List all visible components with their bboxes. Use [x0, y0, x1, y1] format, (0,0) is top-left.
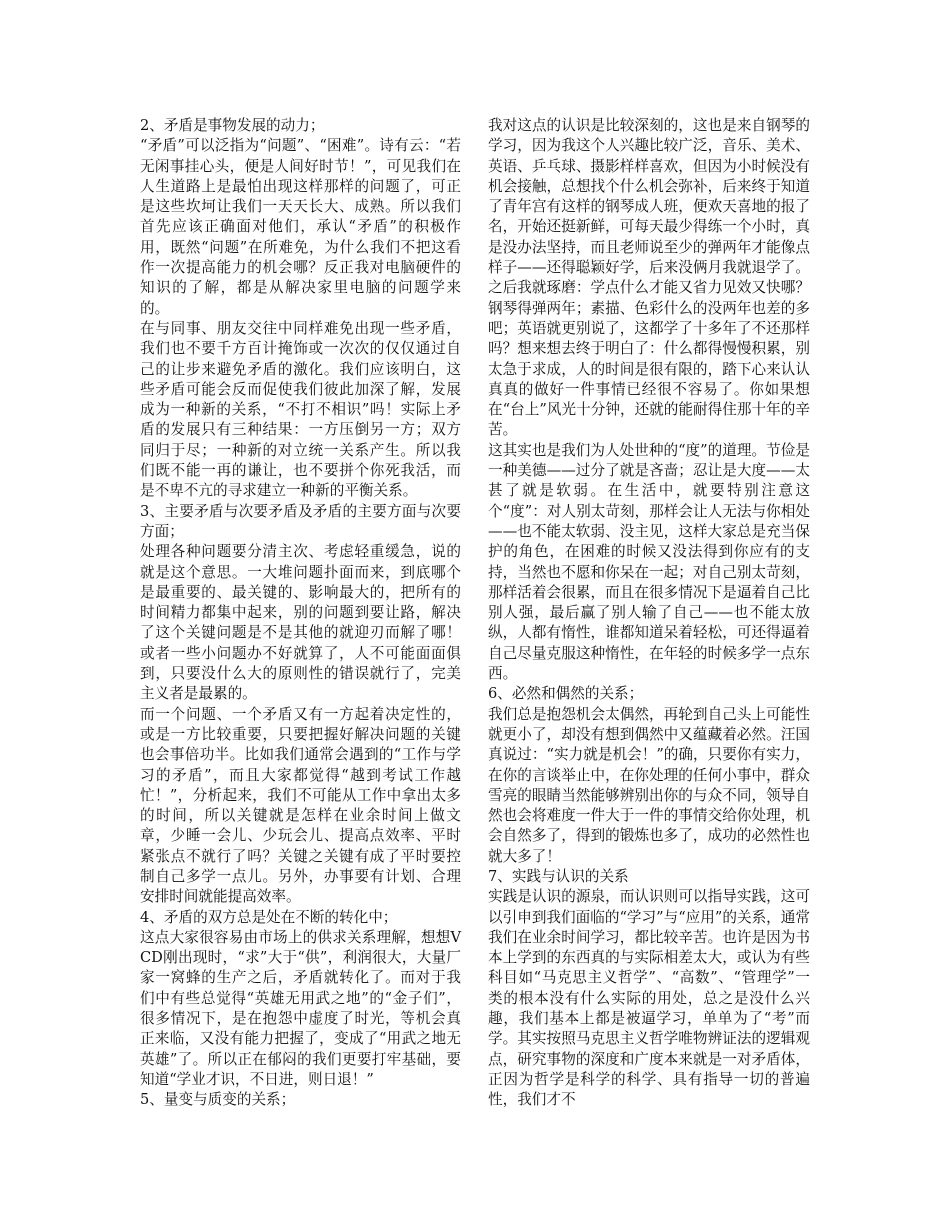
section-heading-4: 4、矛盾的双方总是处在不断的转化中； — [140, 908, 398, 926]
section-heading-2: 2、矛盾是事物发展的动力； — [140, 117, 325, 134]
paragraph: 我对这点的认识是比较深刻的，这也是来自钢琴的学习，因为我这个人兴趣比较广泛，音乐、美术、英语、乒乓球、摄影样样喜欢，但因为小时候没有机会接触，总想找个什么机会弥补，后来终于知道了青年宫有这样的钢琴成人班，便欢天喜地的报了名，开始还挺新鲜，可每天最少得练一个小时，真是没办法坚持，而且老师说至少的弹两年才能像点样子——还得聪颖好学，后来没俩月我就退学了。之后我就琢磨：学点什么才能又省力见效又快哪？钢琴得弹两年；素描、色彩什么的没两年也差的多吧；英语就更别说了，这都学了十多年了不还那样吗？想来想去终于明白了：什么都得慢慢积累，别太急于求成，人的时间是很有限的，踏下心来认认真真的做好一件事情已经很不容易了。你如果想在“台上”风光十分钟，还就的能耐得住那十年的辛苦。 — [488, 117, 810, 439]
paragraph: 这点大家很容易由市场上的供求关系理解，想想VCD刚出现时，“求”大于“供”，利润很大，大量厂家一窝蜂的生产之后，矛盾就转化了。而对于我们中有些总觉得“英雄无用武之地”的“金子们”，很多情况下，是在抱怨中虚度了时光，等机会真正来临，又没有能力把握了，变成了“用武之地无英雄”了。所以正在郁闷的我们更要打牢基础，要知道“学业才识，不日进，则日退！” — [140, 928, 461, 1088]
section-heading-3: 3、主要矛盾与次要矛盾及矛盾的主要方面与次要方面； — [140, 502, 461, 540]
section-heading-7: 7、实践与认识的关系 — [488, 867, 629, 885]
paragraph: 我们总是抱怨机会太偶然，再轮到自己头上可能性就更小了，却没有想到偶然中又蕴藏着必然。汪国真说过：“实力就是机会！”的确，只要你有实力，在你的言谈举止中，在你处理的任何小事中，群众雪亮的眼睛当然能够辨别出你的与众不同，领导自然也会将难度一件大于一件的事情交给你处理，机会自然多了，得到的锻炼也多了，成功的必然性也就大多了！ — [488, 705, 810, 865]
paragraph: 而一个问题、一个矛盾又有一方起着决定性的，或是一方比较重要，只要把握好解决问题的关键也会事倍功半。比如我们通常会遇到的“工作与学习的矛盾”，而且大家都觉得“越到考试工作越忙！”，分析起来，我们不可能从工作中拿出太多的时间，所以关键就是怎样在业余时间上做文章，少睡一会儿、少玩会儿、提高点效率、平时紧张点不就行了吗？关键之关键有成了平时要控制自己多学一点儿。另外，办事要有计划、合理安排时间就能提高效率。 — [140, 705, 461, 906]
paragraph: 这其实也是我们为人处世种的“度”的道理。节俭是一种美德——过分了就是吝啬；忍让是大度——太甚了就是软弱。在生活中，就要特别注意这个“度”：对人别太苛刻，那样会让人无法与你相处——也不能太软弱、没主见，这样大家总是充当保护的角色，在困难的时候又没法得到你应有的支持，当然也不愿和你呆在一起；对自己别太苛刻，那样活着会很累，而且在很多情况下是逼着自己比别人强，最后赢了别人输了自己——也不能太放纵，人都有惰性，谁都知道呆着轻松，可还得逼着自己尽量克服这种惰性，在年轻的时候多学一点东西。 — [488, 441, 810, 683]
paragraph: 在与同事、朋友交往中同样难免出现一些矛盾，我们也不要千方百计掩饰或一次次的仅仅通过自己的让步来避免矛盾的激化。我们应该明白，这些矛盾可能会反而促使我们彼此加深了解，发展成为一种新的关系，“不打不相识”吗！实际上矛盾的发展只有三种结果：一方压倒另一方；双方同归于尽；一种新的对立统一关系产生。所以我们既不能一再的谦让，也不要拼个你死我活，而是不卑不亢的寻求建立一种新的平衡关系。 — [140, 319, 461, 500]
left-column — [140, 116, 461, 1111]
section-heading-6: 6、必然和偶然的关系； — [488, 685, 644, 703]
right-column — [488, 116, 810, 1111]
paragraph: 处理各种问题要分清主次、考虑轻重缓急，说的就是这个意思。一大堆问题扑面而来，到底哪个是最重要的、最关键的、影响最大的，把所有的时间精力都集中起来，别的问题到要让路，解决了这个关键问题是不是其他的就迎刃而解了哪！或者一些小问题办不好就算了，人不可能面面俱到，只要没什么大的原则性的错误就行了，完美主义者是最累的。 — [140, 543, 461, 703]
section-heading-5: 5、量变与质变的关系； — [140, 1091, 296, 1109]
paragraph: “矛盾”可以泛指为“问题”、“困难”。诗有云：“若无闲事挂心头，便是人间好时节！”，可见我们在人生道路上是最怕出现这样那样的问题了，可正是这些坎坷让我们一天天长大、成熟。所以我们首先应该正确面对他们，承认“矛盾”的积极作用，既然“问题”在所难免，为什么我们不把这看作一次提高能力的机会哪？反正我对电脑硬件的知识的了解，都是从解决家里电脑的问题学来的。 — [140, 137, 461, 317]
paragraph: 实践是认识的源泉，而认识则可以指导实践，这可以引申到我们面临的“学习”与“应用”的关系，通常我们在业余时间学习，都比较辛苦。也许是因为书本上学到的东西真的与实际相差太大，或认为有些科目如“马克思主义哲学”、“高数”、“管理学”一类的根本没有什么实际的用处，总之是没什么兴趣，我们基本上都是被逼学习，单单为了“考”而学。其实按照马克思主义哲学唯物辨证法的逻辑观点，研究事物的深度和广度本来就是一对矛盾体，正因为哲学是科学的科学、具有指导一切的普遍性，我们才不 — [488, 888, 810, 1109]
